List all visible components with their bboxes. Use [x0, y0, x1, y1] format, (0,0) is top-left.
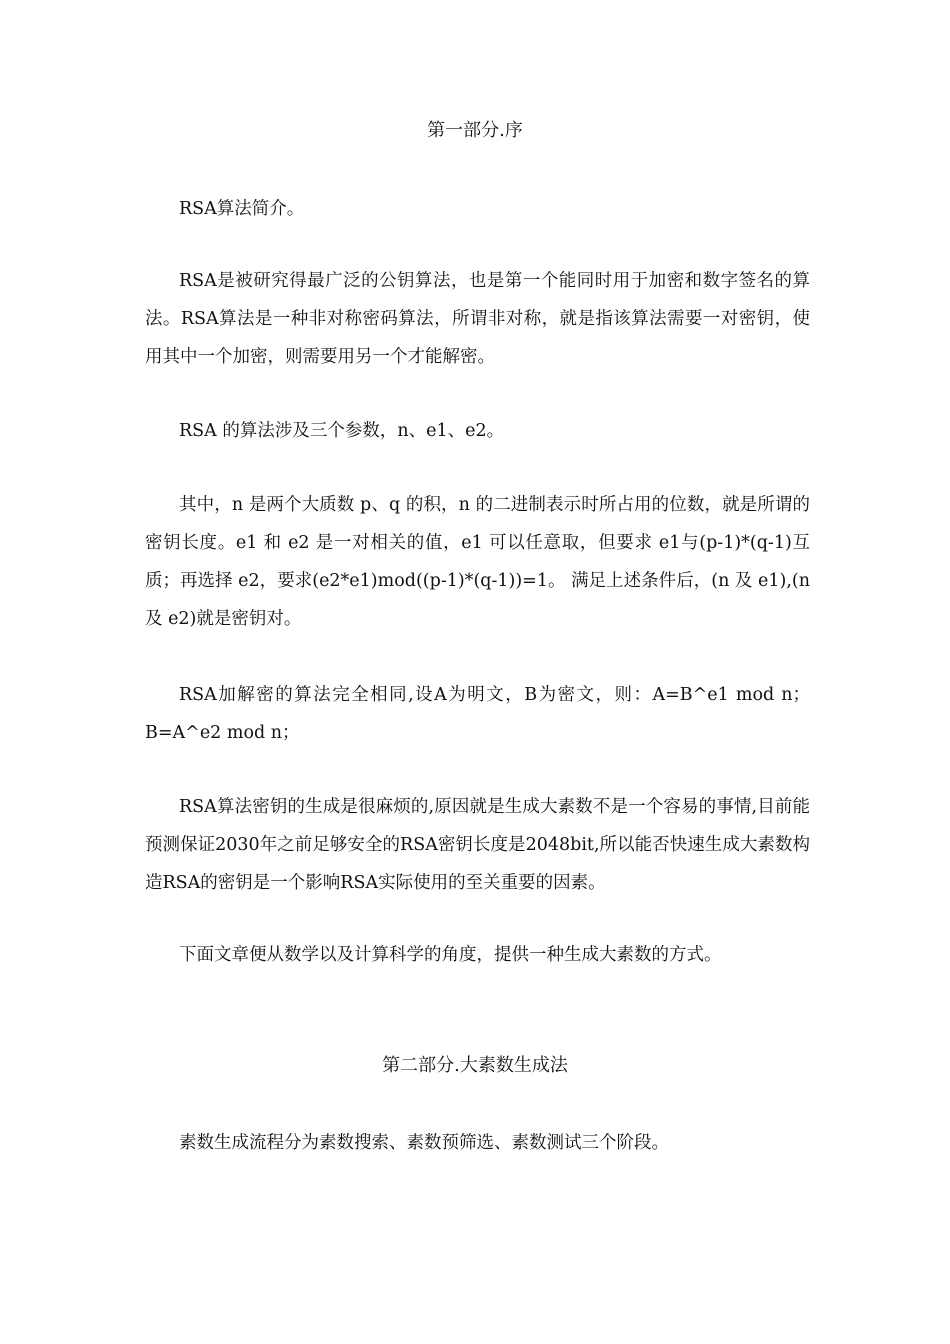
section2-heading: 第二部分.大素数生成法 [382, 1055, 568, 1076]
paragraph-encrypt-decrypt: RSA加解密的算法完全相同,设A为明文，B为密文，则：A=B^e1 mod n；B=A^e2 mod n； [145, 685, 810, 743]
paragraph-key-definition: 其中，n 是两个大质数 p、q 的积，n 的二进制表示时所占用的位数，就是所谓的密钥长度。e1 和 e2 是一对相关的值，e1 可以任意取，但要求 e1与(p-1)*(q-1)互质；再选择 e2，要求(e2*e1)mod((p-1)*(q-1))=1。 满足上述条件后，(n 及 e1),(n 及 e2)就是密钥对。 [145, 495, 810, 629]
section1-heading: 第一部分.序 [427, 120, 523, 141]
intro-title: RSA算法简介。 [179, 199, 305, 219]
paragraph-parameters: RSA 的算法涉及三个参数，n、e1、e2。 [179, 421, 505, 441]
paragraph-article-intro: 下面文章便从数学以及计算科学的角度，提供一种生成大素数的方式。 [179, 945, 722, 965]
paragraph-key-generation: RSA算法密钥的生成是很麻烦的,原因就是生成大素数不是一个容易的事情,目前能预测保证2030年之前足够安全的RSA密钥长度是2048bit,所以能否快速生成大素数构造RSA的密钥是一个影响RSA实际使用的至关重要的因素。 [145, 797, 810, 893]
paragraph-rsa-overview: RSA是被研究得最广泛的公钥算法，也是第一个能同时用于加密和数字签名的算法。RSA算法是一种非对称密码算法，所谓非对称，就是指该算法需要一对密钥，使用其中一个加密，则需要用另一个才能解密。 [145, 271, 810, 367]
paragraph-prime-stages: 素数生成流程分为素数搜索、素数预筛选、素数测试三个阶段。 [179, 1133, 669, 1153]
